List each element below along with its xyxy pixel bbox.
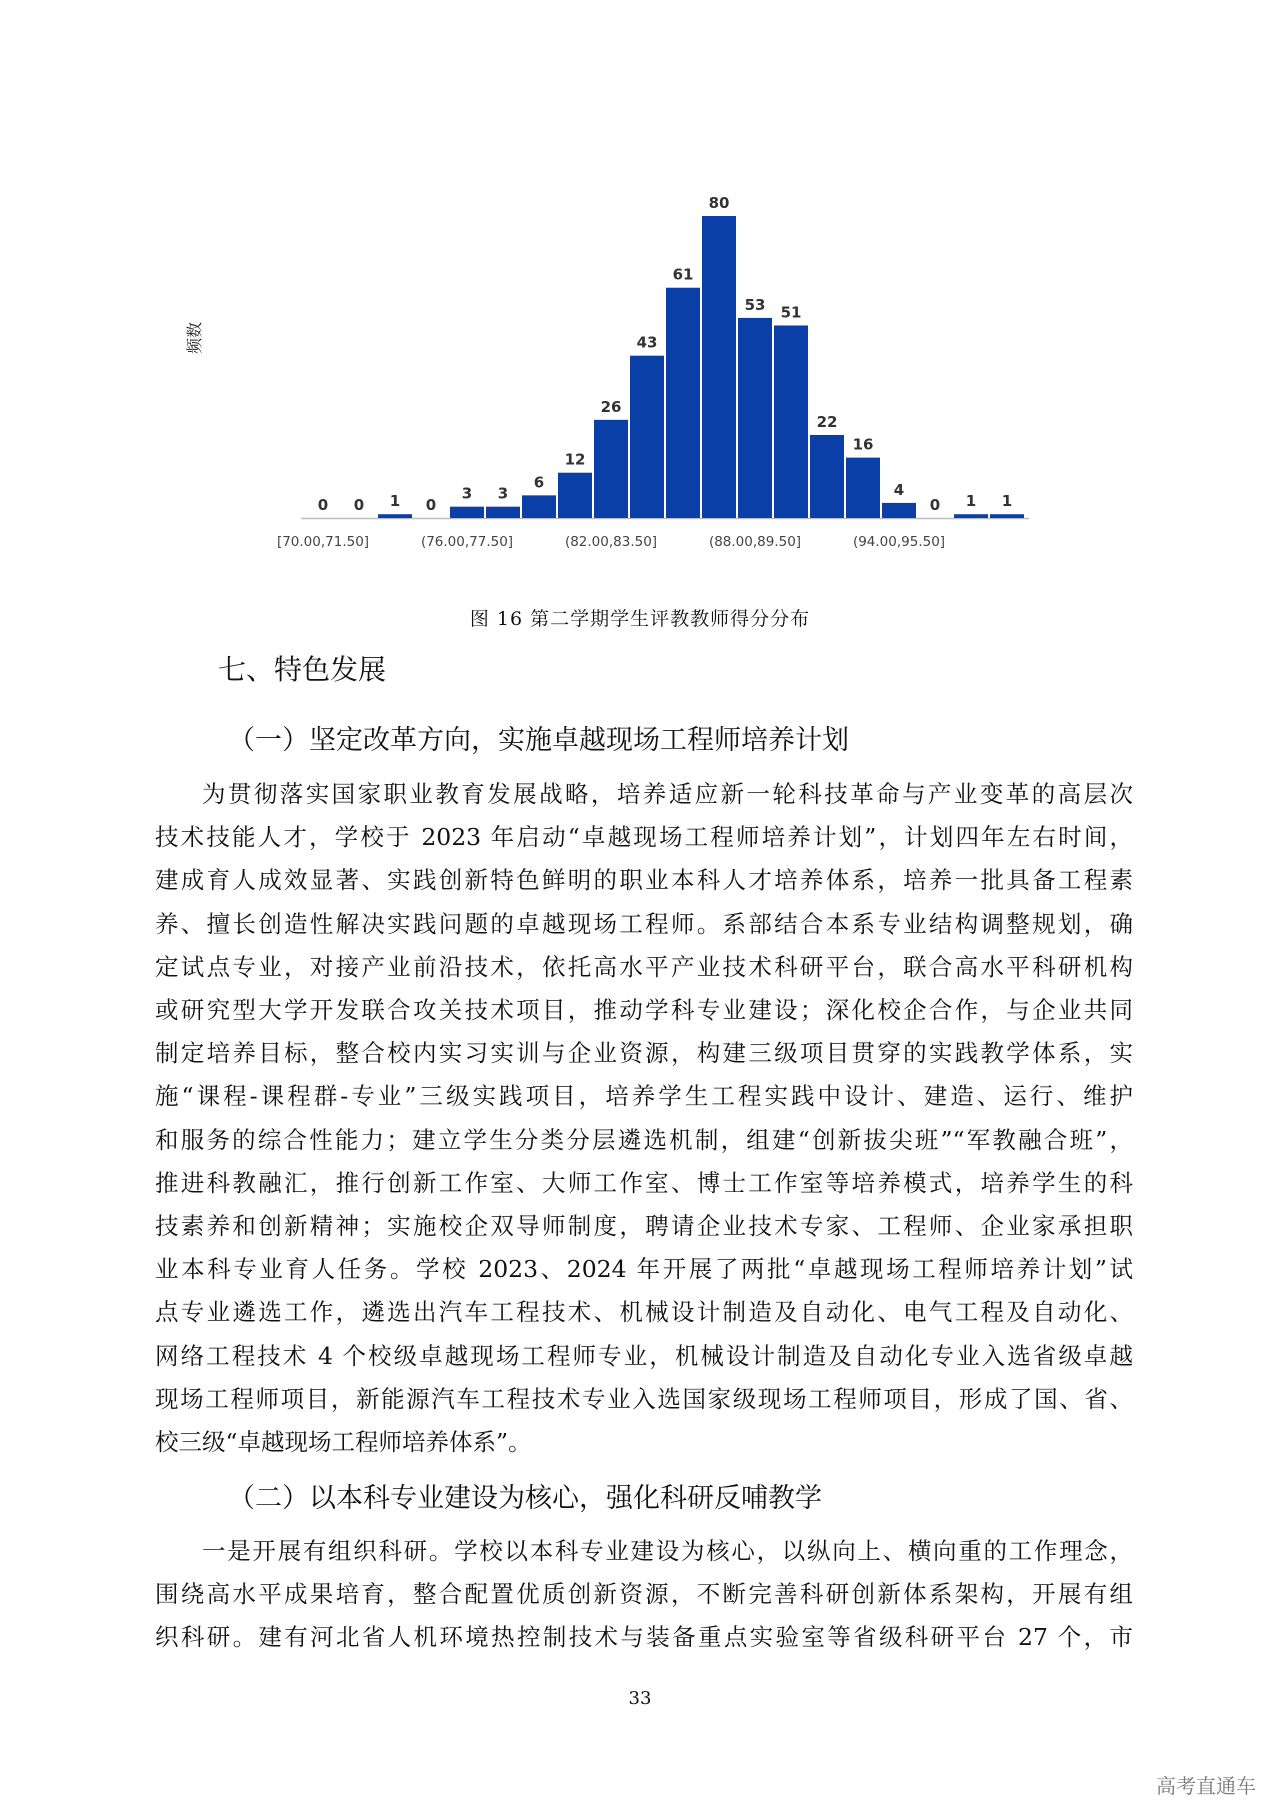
- histogram-bar: [774, 325, 808, 518]
- histogram-bar: [810, 435, 844, 518]
- bar-data-label: 12: [564, 450, 586, 469]
- paragraph-line: 建成育人成效显著、实践创新特色鲜明的职业本科人才培养体系，培养一批具备工程素: [155, 866, 1133, 895]
- histogram-bar: [702, 216, 736, 518]
- bar-data-label: 61: [672, 265, 694, 284]
- subsection-2-heading: （二）以本科专业建设为核心，强化科研反哺教学: [228, 1483, 822, 1514]
- x-tick-label: (76.00,77.50]: [420, 534, 514, 550]
- subsection-1-heading: （一）坚定改革方向，实施卓越现场工程师培养计划: [228, 725, 849, 756]
- histogram-bar: [990, 514, 1024, 518]
- subsection-1-paragraph: [155, 773, 1133, 1464]
- paragraph-line: 养、擅长创造性解决实践问题的卓越现场工程师。系部结合本系专业结构调整规划，确: [155, 909, 1133, 938]
- x-tick-label: [70.00,71.50]: [276, 534, 370, 550]
- paragraph-line: 织科研。建有河北省人机环境热控制技术与装备重点实验室等省级科研平台 27 个，市: [155, 1623, 1133, 1652]
- bar-data-label: 1: [389, 492, 401, 511]
- histogram-bar: [630, 356, 664, 518]
- bar-data-label: 51: [780, 303, 802, 322]
- bar-data-label: 1: [965, 492, 977, 511]
- histogram-bar: [738, 318, 772, 518]
- bar-data-label: 80: [708, 194, 730, 212]
- histogram-bar: [378, 514, 412, 518]
- histogram-bar: [486, 507, 520, 518]
- bar-data-label: 22: [816, 412, 838, 431]
- paragraph-line: 施“课程-课程群-专业”三级实践项目，培养学生工程实践中设计、建造、运行、维护: [155, 1082, 1133, 1111]
- paragraph-line: 一是开展有组织科研。学校以本科专业建设为核心，以纵向上、横向重的工作理念，: [202, 1537, 1133, 1565]
- histogram-bar: [954, 514, 988, 518]
- histogram-bar: [666, 288, 700, 518]
- paragraph-line: 校三级“卓越现场工程师培养体系”。: [155, 1428, 532, 1457]
- bar-data-label: 0: [425, 496, 437, 514]
- paragraph-line: 技术技能人才，学校于 2023 年启动“卓越现场工程师培养计划”，计划四年左右时间，: [155, 823, 1133, 852]
- histogram-bar: [450, 507, 484, 518]
- watermark: 高考直通车: [1156, 1774, 1256, 1798]
- bar-data-label: 3: [461, 484, 473, 503]
- paragraph-line: 现场工程师项目，新能源汽车工程技术专业入选国家级现场工程师项目，形成了国、省、: [155, 1384, 1133, 1413]
- paragraph-line: 推进科教融汇，推行创新工作室、大师工作室、博士工作室等培养模式，培养学生的科: [155, 1168, 1133, 1197]
- bar-data-label: 0: [317, 496, 329, 514]
- bar-data-label: 16: [852, 435, 874, 454]
- histogram-bar: [558, 473, 592, 518]
- figure-caption: 图 16 第二学期学生评教教师得分分布: [469, 608, 811, 630]
- bar-data-label: 4: [893, 480, 905, 499]
- bar-data-label: 6: [533, 473, 545, 492]
- paragraph-line: 和服务的综合性能力；建立学生分类分层遴选机制，组建“创新拔尖班”“军教融合班”，: [155, 1125, 1133, 1154]
- paragraph-line: 或研究型大学开发联合攻关技术项目，推动学科专业建设；深化校企合作，与企业共同: [155, 996, 1133, 1025]
- page-number: 33: [628, 1688, 652, 1709]
- paragraph-line: 业本科专业育人任务。学校 2023、2024 年开展了两批“卓越现场工程师培养计划”试: [155, 1255, 1134, 1284]
- paragraph-line: 制定培养目标，整合校内实习实训与企业资源，构建三级项目贯穿的实践教学体系，实: [155, 1039, 1133, 1068]
- bar-data-label: 0: [353, 496, 365, 514]
- x-tick-label: (82.00,83.50]: [564, 534, 658, 550]
- paragraph-line: 定试点专业，对接产业前沿技术，依托高水平产业技术科研平台，联合高水平科研机构: [155, 952, 1133, 981]
- y-axis-label: 频数: [185, 321, 204, 355]
- x-tick-label: (88.00,89.50]: [708, 534, 802, 550]
- bar-data-label: 53: [744, 295, 766, 314]
- score-distribution-chart: [170, 180, 1013, 560]
- histogram-bar: [522, 495, 556, 518]
- paragraph-line: 技素养和创新精神；实施校企双导师制度，聘请企业技术专家、工程师、企业家承担职: [155, 1212, 1133, 1241]
- chart-svg: [170, 180, 1013, 560]
- bar-data-label: 43: [636, 333, 658, 352]
- bar-data-label: 0: [929, 496, 941, 514]
- subsection-2-paragraph: [155, 1530, 1133, 1660]
- histogram-bar: [846, 458, 880, 518]
- paragraph-line: 为贯彻落实国家职业教育发展战略，培养适应新一轮科技革命与产业变革的高层次: [202, 780, 1133, 808]
- histogram-bar: [594, 420, 628, 518]
- x-tick-label: (94.00,95.50]: [852, 534, 946, 550]
- paragraph-line: 点专业遴选工作，遴选出汽车工程技术、机械设计制造及自动化、电气工程及自动化、: [155, 1298, 1133, 1327]
- histogram-bar: [882, 503, 916, 518]
- paragraph-line: 围绕高水平成果培育，整合配置优质创新资源，不断完善科研创新体系架构，开展有组: [155, 1580, 1133, 1609]
- paragraph-line: 网络工程技术 4 个校级卓越现场工程师专业，机械设计制造及自动化专业入选省级卓越: [155, 1341, 1133, 1370]
- section-heading: 七、特色发展: [218, 653, 387, 686]
- bar-data-label: 3: [497, 484, 509, 503]
- bar-data-label: 26: [600, 397, 622, 416]
- bar-data-label: 1: [1001, 492, 1013, 511]
